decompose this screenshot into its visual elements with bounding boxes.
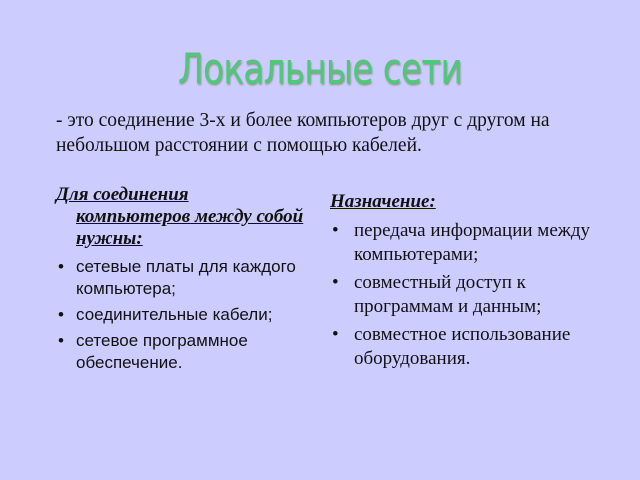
bullet-icon: • (58, 305, 64, 324)
bullet-icon: • (332, 272, 339, 293)
list-item-text: соединительные кабели; (76, 305, 273, 324)
list-item (330, 323, 620, 371)
list-item (56, 256, 296, 300)
list-item-text: сетевые платы для каждого компьютера; (76, 257, 296, 298)
left-column-heading (56, 184, 306, 250)
list-item-text: совместный доступ к программам и данным; (354, 272, 542, 317)
definition-text: - это соединение 3-х и более компьютеров друг с другом на небольшом расстоянии с помощью кабелей. (56, 110, 550, 156)
bullet-icon: • (332, 220, 339, 241)
list-item-text: совместное использование оборудования. (354, 324, 571, 369)
bullet-icon: • (332, 324, 339, 345)
left-heading-rest: компьютеров между собой нужны: (76, 206, 304, 249)
bullet-icon: • (58, 331, 64, 350)
right-column-heading: Назначение: (330, 191, 436, 212)
list-item (330, 219, 620, 267)
list-item (56, 330, 296, 374)
left-column-list (56, 256, 296, 378)
list-item-text: передача информации между компьютерами; (354, 220, 591, 265)
list-item (330, 271, 620, 319)
list-item-text: сетевое программное обеспечение. (76, 331, 248, 372)
right-column-list (330, 219, 620, 375)
bullet-icon: • (58, 257, 64, 276)
left-heading-line1: Для соединения (56, 184, 189, 205)
slide-title: Локальные сети (177, 44, 463, 93)
list-item (56, 304, 296, 326)
